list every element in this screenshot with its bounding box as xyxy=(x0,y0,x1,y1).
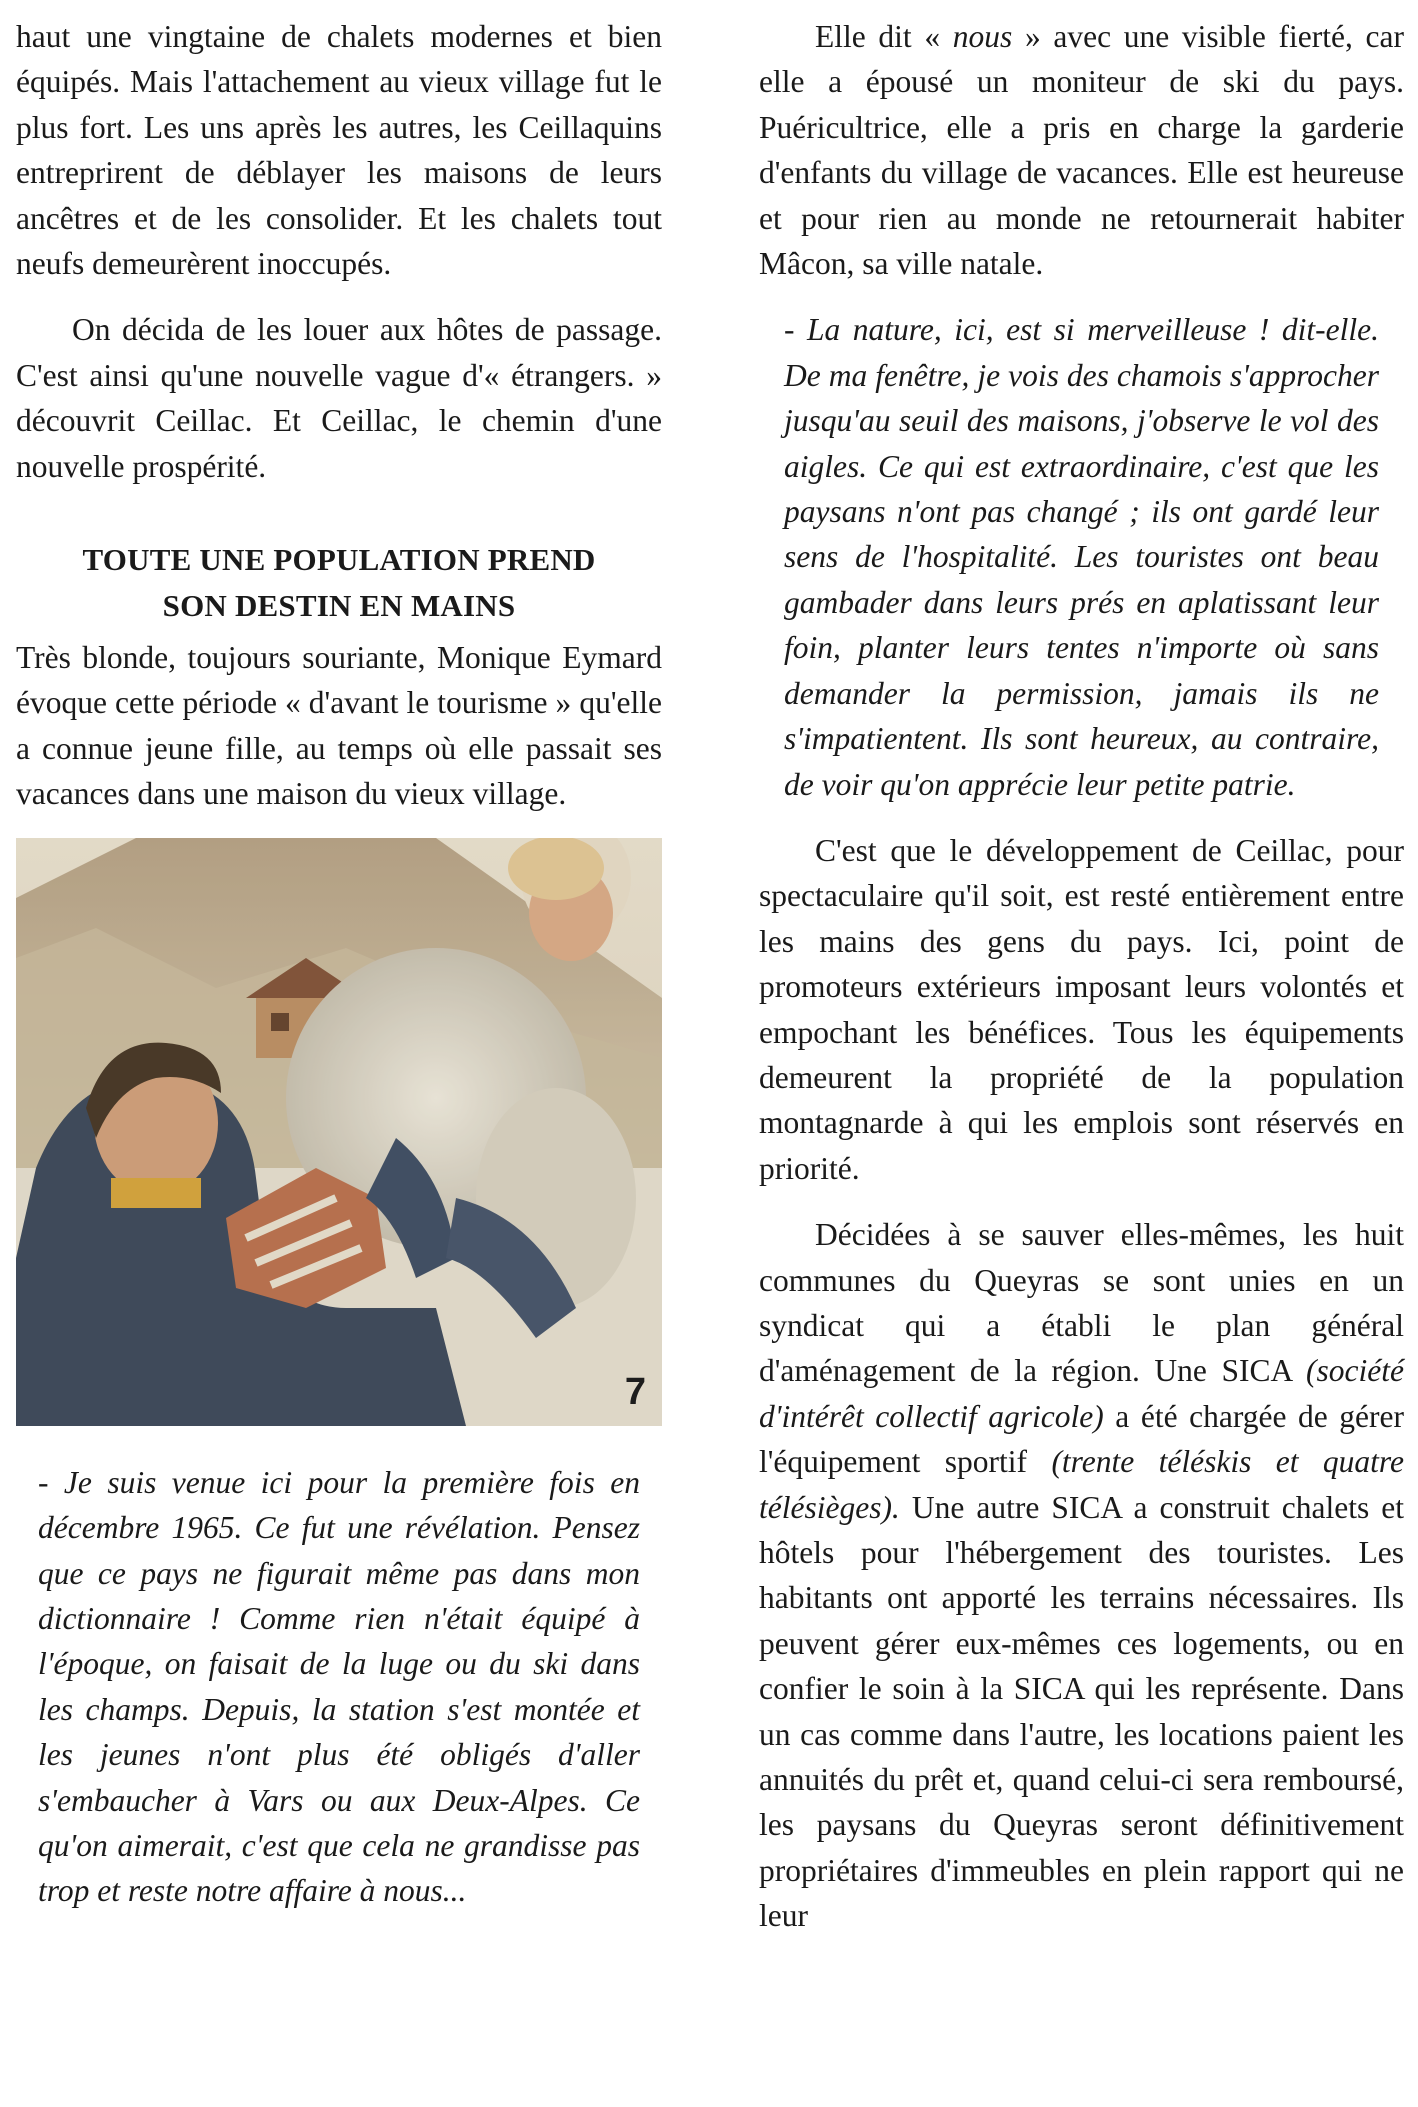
section-heading-line: TOUTE UNE POPULATION PREND xyxy=(82,542,596,578)
section-heading-line: SON DESTIN EN MAINS xyxy=(162,588,516,624)
emphasis: (trente téléskis et quatre télésièges). xyxy=(759,1444,1404,1525)
quote-paragraph: - La nature, ici, est si merveilleuse ! dit-elle. De ma fenêtre, je vois des chamois s'approcher jusqu'au seuil des maisons, j'observe le vol des aigles. Ce qui est extraordinaire, c'est que les paysans n'ont pas changé ; ils ont gardé leur sens de l'hospitalité. Les touristes ont beau gambader dans leurs prés en aplatissant leur foin, planter leurs tentes n'importe où sans demander la permission, jamais ils ne s'impatientent. Ils sont heureux, au contraire, de voir qu'on apprécie leur petite patrie. xyxy=(784,312,1379,802)
paragraph: C'est que le développement de Ceillac, pour spectaculaire qu'il soit, est resté entièrement entre les mains des gens du pays. Ici, point de promoteurs extérieurs imposant leurs volontés et empochant les bénéfices. Tous les équipements demeurent la propriété de la population montagnarde à qui les emplois sont réservés en priorité. xyxy=(759,832,1404,1186)
photo-image xyxy=(16,838,662,1426)
photo-woman-lifting-child xyxy=(16,838,662,1426)
text-span: a été chargée de gérer l'équipement sportif xyxy=(759,1398,1404,1480)
quote-paragraph: - Je suis venue ici pour la première fois en décembre 1965. Ce fut une révélation. Pensez que ce pays ne figurait même pas dans mon dictionnaire ! Comme rien n'était équipé à l'époque, on faisait de la luge ou du ski dans les champs. Depuis, la station s'est montée et les jeunes n'ont plus été obligés d'aller s'embaucher à Vars ou aux Deux-Alpes. Ce qu'on aimerait, c'est que cela ne grandisse pas trop et reste notre affaire à nous... xyxy=(38,1464,640,1909)
section-heading xyxy=(16,537,662,629)
paragraph: Très blonde, toujours souriante, Monique Eymard évoque cette période « d'avant le tourisme » qu'elle a connue jeune fille, au temps où elle passait ses vacances dans une maison du vieux village. xyxy=(16,640,662,812)
paragraph xyxy=(759,14,1404,286)
text-span: Décidées à se sauver elles-mêmes, les huit communes du Queyras se sont unies en un syndicat qui a établi le plan général d'aménagement de la région. Une SICA xyxy=(759,1217,1404,1389)
emphasis: (société d'intérêt collectif agricole) xyxy=(759,1353,1404,1434)
emphasis: nous xyxy=(952,19,1013,54)
paragraph xyxy=(759,1212,1404,1939)
right-column xyxy=(759,14,1404,1960)
text-span: Une autre SICA a construit chalets et hôtels pour l'hébergement des touristes. Les habitants ont apporté les terrains nécessaires. Ils peuvent gérer eux-mêmes ces logements, ou en confier le soin à la SICA qui les représente. Dans un cas comme dans l'autre, les locations paient les annuités du prêt et, quand celui-ci sera remboursé, les paysans du Queyras seront définitivement propriétaires d'immeubles en plein rapport qui ne leur xyxy=(759,1489,1404,1934)
paragraph: haut une vingtaine de chalets modernes et bien équipés. Mais l'attachement au vieux village fut le plus fort. Les uns après les autres, les Ceillaquins entreprirent de déblayer les maisons de leurs ancêtres et de les consolider. Et les chalets tout neufs demeurèrent inoccupés. xyxy=(16,19,662,282)
left-column xyxy=(16,14,662,1935)
text-span: » avec une visible fierté, car elle a épousé un moniteur de ski du pays. Puéricultrice, elle a pris en charge la garderie d'enfants du village de vacances. Elle est heureuse et pour rien au monde ne retournerait habiter Mâcon, sa ville natale. xyxy=(759,19,1404,282)
text-span: Elle dit « xyxy=(815,19,953,54)
photo-number: 7 xyxy=(624,1371,646,1414)
paragraph: On décida de les louer aux hôtes de passage. C'est ainsi qu'une nouvelle vague d'« étrangers. » découvrit Ceillac. Et Ceillac, le chemin d'une nouvelle prospérité. xyxy=(16,312,662,484)
